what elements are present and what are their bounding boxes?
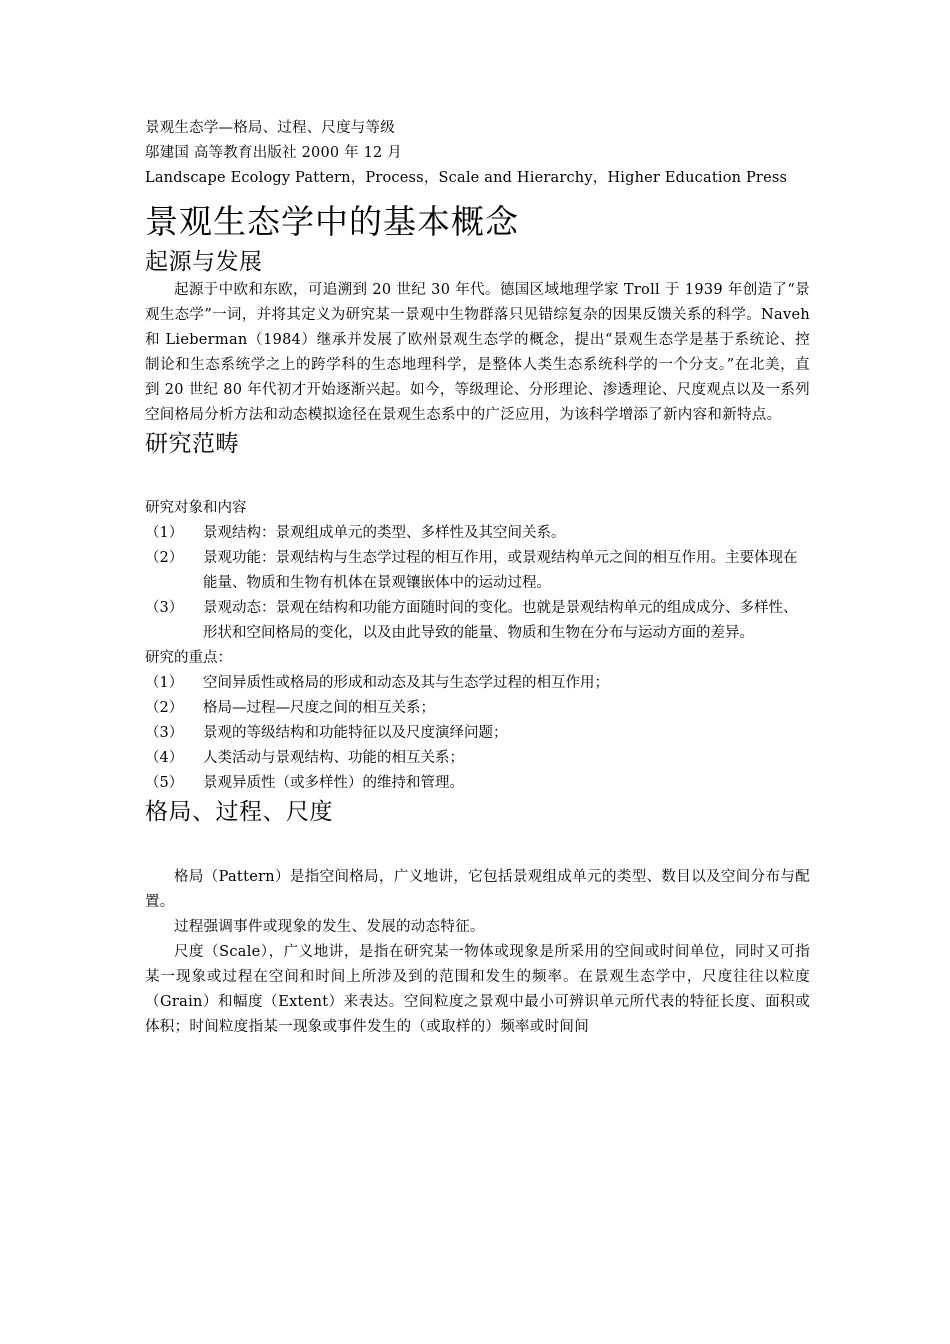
origin-paragraph: 起源于中欧和东欧，可追溯到 20 世纪 30 年代。德国区域地理学家 Troll 于 1939 年创造了“景观生态学”一词，并将其定义为研究某一景观中生物群落只见错综复杂的因果反馈关系的科学。Naveh 和 Lieberman（1984）继承并发展了欧州景观生态学的概念，提出“景观生态学是基于系统论、控制论和生态系统学之上的跨学科的生态地理科学，是整体人类生态系统科学的一个分支。”在北美，直到 20 世纪 80 年代初才开始逐渐兴起。如今，等级理论、分形理论、渗透理论、尺度观点以及一系列空间格局分析方法和动态模拟途径在景观生态系中的广泛应用，为该科学增添了新内容和新特点。 [145, 282, 810, 423]
research-objects-list [145, 521, 810, 646]
list-text: 景观异质性（或多样性）的维持和管理。 [203, 775, 464, 791]
list-text: 景观动态：景观在结构和功能方面随时间的变化。也就是景观结构单元的组成成分、多样性、形状和空间格局的变化，以及由此导致的能量、物质和生物在分布与运动方面的差异。 [203, 600, 798, 641]
section-heading-scope: 研究范畴 [145, 431, 239, 457]
list-number: （1） [145, 675, 184, 691]
research-focus-label: 研究的重点： [145, 650, 232, 666]
list-text: 空间异质性或格局的形成和动态及其与生态学过程的相互作用； [203, 675, 609, 691]
section3-body [145, 865, 810, 1040]
list-text: 人类活动与景观结构、功能的相互关系； [203, 750, 464, 766]
process-paragraph: 过程强调事件或现象的发生、发展的动态特征。 [174, 919, 485, 935]
section-heading-pattern-process-scale: 格局、过程、尺度 [145, 799, 333, 825]
list-number: （2） [145, 700, 184, 716]
english-title-line: Landscape Ecology Pattern，Process，Scale and Hierarchy，Higher Education Press [145, 170, 788, 186]
scale-paragraph: 尺度（Scale），广义地讲，是指在研究某一物体或现象是所采用的空间或时间单位，同时又可指某一现象或过程在空间和时间上所涉及到的范围和发生的频率。在景观生态学中，尺度往往以粒度（Grain）和幅度（Extent）来表达。空间粒度之景观中最小可辨识单元所代表的特征长度、面积或体积；时间粒度指某一现象或事件发生的（或取样的）频率或时间间 [145, 944, 810, 1035]
list-number: （1） [145, 525, 184, 541]
research-focus-list [145, 671, 810, 796]
list-text: 景观功能：景观结构与生态学过程的相互作用，或景观结构单元之间的相互作用。主要体现在能量、物质和生物有机体在景观镶嵌体中的运动过程。 [203, 550, 798, 591]
book-title-line: 景观生态学—格局、过程、尺度与等级 [145, 120, 395, 136]
list-number: （3） [145, 725, 184, 741]
section-heading-origin: 起源与发展 [145, 249, 263, 275]
list-text: 格局—过程—尺度之间的相互关系； [203, 700, 435, 716]
list-text: 景观结构：景观组成单元的类型、多样性及其空间关系。 [203, 525, 566, 541]
list-item [145, 596, 810, 646]
research-objects-label: 研究对象和内容 [145, 500, 247, 516]
list-item [145, 721, 810, 746]
list-item [145, 521, 810, 546]
list-item [145, 771, 810, 796]
author-publisher-line: 邬建国 高等教育出版社 2000 年 12 月 [145, 145, 402, 161]
pattern-paragraph: 格局（Pattern）是指空间格局，广义地讲，它包括景观组成单元的类型、数目以及空间分布与配置。 [145, 869, 810, 910]
document-page [145, 116, 810, 1040]
list-number: （4） [145, 750, 184, 766]
list-item [145, 696, 810, 721]
list-number: （3） [145, 600, 184, 616]
list-number: （2） [145, 550, 184, 566]
list-number: （5） [145, 775, 184, 791]
list-item [145, 746, 810, 771]
list-text: 景观的等级结构和功能特征以及尺度演绎问题； [203, 725, 508, 741]
list-item [145, 546, 810, 596]
list-item [145, 671, 810, 696]
page-title: 景观生态学中的基本概念 [145, 202, 519, 241]
